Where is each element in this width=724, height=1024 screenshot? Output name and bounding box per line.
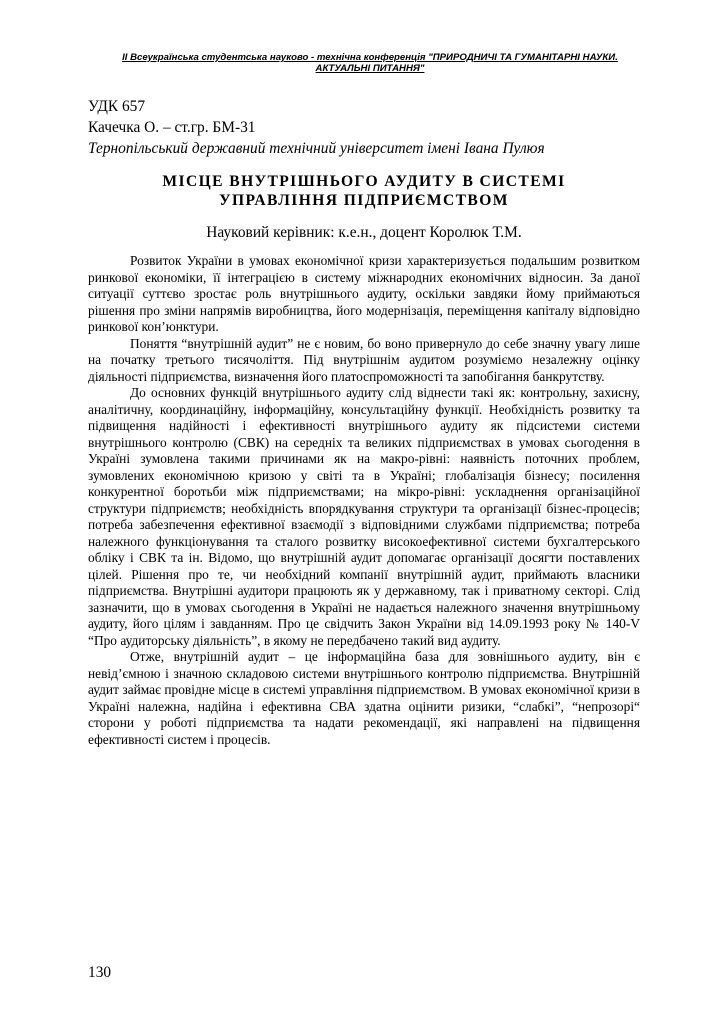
running-header <box>80 52 660 74</box>
author-line: Качечка О. – ст.гр. БМ-31 <box>88 119 256 136</box>
title-line-2: УПРАВЛІННЯ ПІДПРИЄМСТВОМ <box>219 192 509 209</box>
affiliation: Тернопільський державний технічний університет імені Івана Пулюя <box>88 140 545 157</box>
article-title <box>88 172 640 210</box>
article-body <box>88 253 640 748</box>
paragraph: До основних функцій внутрішнього аудиту слід віднести такі як: контрольну, захисну, аналітичну, координаційну, інформаційну, консультаційну функції. Необхідність розвитку та підвищення надійності і ефективності внутрішнього аудиту як підсистеми системи внутрішнього контролю (СВК) на середніх та великих підприємствах в умовах сьогодення в Україні зумовлена такими причинами як на макро-рівні: наявність поточних проблем, зумовлених економічною кризою у світі та в Україні; глобалізація бізнесу; посилення конкурентної боротьби між підприємствами; на мікро-рівні: ускладнення організаційної структури підприємств; необхідність впорядкування структури та організації бізнес-процесів; потреба забезпечення ефективної взаємодії з відповідними службами підприємства; потреба належного функціонування та сталого розвитку високоефективної системи бухгалтерського обліку і СВК та ін. Відомо, що внутрішній аудит допомагає організації досягти поставлених цілей. Рішення про те, чи необхідний компанії внутрішній аудит, приймають власники підприємства. Внутрішні аудитори працюють як у державному, так і приватному секторі. Слід зазначити, що в умовах сьогодення в Україні не надається належного значення внутрішньому аудиту, його цілям і завданням. Про це свідчить Закон України від 14.09.1993 року № 140-V “Про аудиторську діяльність”, в якому не передбачено такий вид аудиту. <box>88 385 640 648</box>
paragraph: Поняття “внутрішній аудит” не є новим, бо воно привернуло до себе значну увагу лише на початку третього тисячоліття. Під внутрішнім аудитом розуміємо незалежну оцінку діяльності підприємства, визначення його платоспроможності та запобігання банкрутству. <box>88 335 640 384</box>
running-header-line-2: АКТУАЛЬНІ ПИТАННЯ" <box>315 63 425 74</box>
paragraph: Отже, внутрішній аудит – це інформаційна база для зовнішнього аудиту, він є невід’ємною і значною складовою системи внутрішнього контролю підприємства. Внутрішній аудит займає провідне місце в системі управління підприємством. В умовах економічної кризи в Україні належна, надійна і ефективна СВА здатна оцінити ризики, “слабкі”, “непрозорі“ сторони у роботі підприємства та надати рекомендації, які направлені на підвищення ефективності систем і процесів. <box>88 649 640 747</box>
page-number: 130 <box>88 964 112 981</box>
running-header-line-1: ІІ Всеукраїнська студентська науково - технічна конференція "ПРИРОДНИЧІ ТА ГУМАНІТАРНІ НАУКИ. <box>122 52 618 63</box>
paragraph: Розвиток України в умовах економічної кризи характеризується подальшим розвитком ринкової економіки, її інтеграцією в систему міжнародних економічних відносин. За даної ситуації суттєво зростає роль внутрішнього аудиту, оскільки завдяки йому приймаються рішення про зміни напрямів виробництва, його модернізація, переміщення капіталу відповідно ринкової кон’юнктури. <box>88 253 640 334</box>
article-meta <box>88 96 545 159</box>
title-line-1: МІСЦЕ ВНУТРІШНЬОГО АУДИТУ В СИСТЕМІ <box>162 173 566 190</box>
supervisor-line: Науковий керівник: к.е.н., доцент Королюк Т.М. <box>206 224 522 241</box>
udk-code: УДК 657 <box>88 98 146 115</box>
